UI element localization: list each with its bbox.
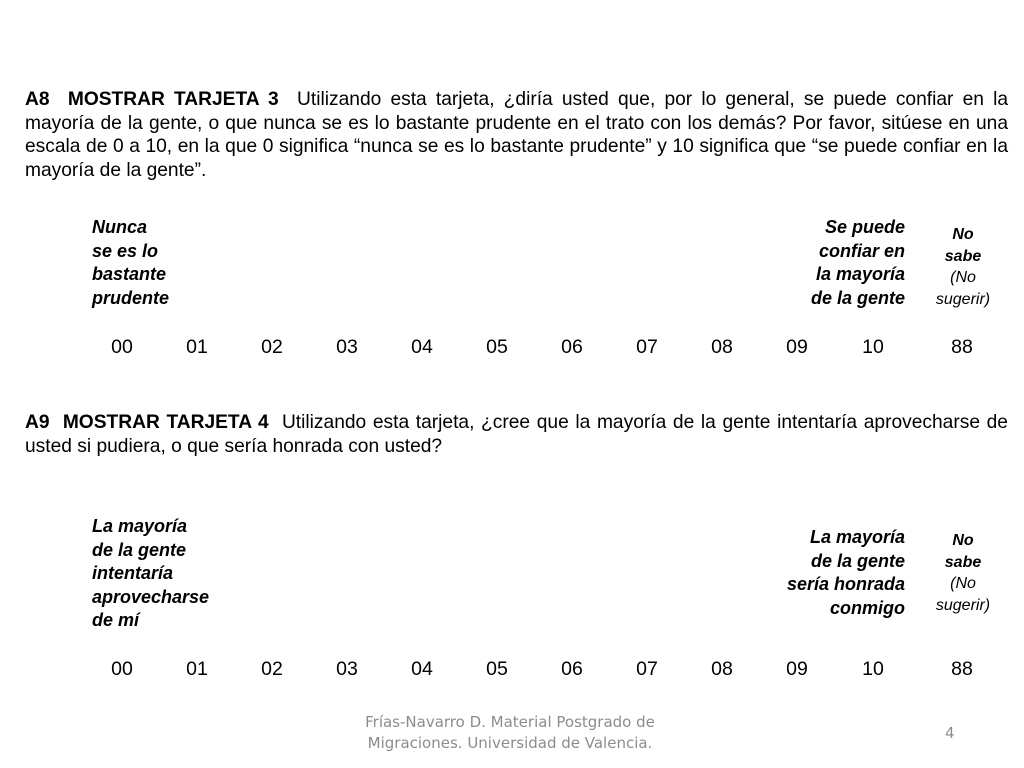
question-a8-text: Utilizando esta tarjeta, ¿diría usted que, por lo general, se puede confiar en la mayoría de la gente, o que nunca se es lo bastante prudente en el trato con los demás? Por favor, sitúese en una escala de 0 a 10, en la que 0 significa “nunca se es lo bastante prudente” y 10 significa que “se puede confiar en la mayoría de la gente”. <box>25 89 1008 181</box>
anchor-line: aprovecharse <box>92 586 210 607</box>
scale-value: 06 <box>561 336 583 358</box>
scale-value: 03 <box>336 658 358 680</box>
anchor-line: de la gente <box>92 539 187 560</box>
a8-left-anchor <box>92 216 169 310</box>
anchor-line: intentaría <box>92 563 174 583</box>
no-sugerir-line: sugerir) <box>935 290 991 308</box>
a9-left-anchor <box>92 515 209 633</box>
scale-value: 00 <box>111 658 133 680</box>
scale-value: 05 <box>486 336 508 358</box>
scale-value: 07 <box>636 336 658 358</box>
a9-scale <box>0 658 1024 684</box>
anchor-line: sería honrada <box>786 574 905 594</box>
question-a9-text: Utilizando esta tarjeta, ¿cree que la mayoría de la gente intentaría aprovecharse de usted si pudiera, o que sería honrada con usted? <box>25 412 1008 457</box>
anchor-line: La mayoría <box>92 516 188 536</box>
scale-value: 08 <box>711 658 733 680</box>
scale-value: 06 <box>561 658 583 680</box>
no-sabe-line: sabe <box>944 247 982 265</box>
a9-right-anchor <box>740 526 905 620</box>
no-sugerir-line: (No <box>950 575 976 592</box>
scale-value: 00 <box>111 336 133 358</box>
anchor-line: de mí <box>92 610 140 630</box>
anchor-line: la mayoría <box>815 264 905 284</box>
anchor-line: confiar en <box>818 240 905 261</box>
scale-value: 09 <box>786 336 808 358</box>
anchor-line: bastante <box>92 264 167 284</box>
scale-value: 08 <box>711 336 733 358</box>
footer-credit <box>340 712 680 754</box>
question-a8-instruction: MOSTRAR TARJETA 3 <box>67 89 279 110</box>
scale-value: 09 <box>786 658 808 680</box>
scale-value: 02 <box>261 658 283 680</box>
footer-line: Migraciones. Universidad de Valencia. <box>367 734 653 752</box>
anchor-line: se es lo <box>92 240 159 261</box>
scale-value: 88 <box>951 658 973 680</box>
no-sabe-line: No <box>952 532 974 549</box>
question-a9 <box>25 411 1008 458</box>
scale-value: 07 <box>636 658 658 680</box>
anchor-line: de la gente <box>810 287 905 308</box>
anchor-line: La mayoría <box>809 527 905 547</box>
no-sugerir-line: (No <box>950 269 976 286</box>
scale-value: 01 <box>186 336 208 358</box>
question-a8-code: A8 <box>25 89 50 110</box>
footer-line: Frías-Navarro D. Material Postgrado de <box>365 713 655 731</box>
scale-value: 02 <box>261 336 283 358</box>
a8-no-sabe <box>908 224 1018 310</box>
scale-value: 04 <box>411 336 433 358</box>
page-number: 4 <box>945 724 955 742</box>
scale-value: 03 <box>336 336 358 358</box>
no-sugerir-line: sugerir) <box>935 596 991 614</box>
question-a8 <box>25 88 1008 182</box>
scale-value: 10 <box>862 658 884 680</box>
no-sabe-line: No <box>952 226 974 243</box>
a9-no-sabe <box>908 530 1018 616</box>
scale-value: 10 <box>862 336 884 358</box>
scale-value: 01 <box>186 658 208 680</box>
question-a9-instruction: MOSTRAR TARJETA 4 <box>62 412 269 433</box>
question-a9-code: A9 <box>25 412 50 433</box>
a8-right-anchor <box>760 216 905 310</box>
a8-scale <box>0 336 1024 362</box>
anchor-line: Se puede <box>824 217 905 237</box>
anchor-line: prudente <box>92 287 170 308</box>
scale-value: 04 <box>411 658 433 680</box>
scale-value: 05 <box>486 658 508 680</box>
anchor-line: de la gente <box>810 550 905 571</box>
anchor-line: Nunca <box>92 217 148 237</box>
no-sabe-line: sabe <box>944 553 982 571</box>
scale-value: 88 <box>951 336 973 358</box>
anchor-line: conmigo <box>830 597 905 618</box>
